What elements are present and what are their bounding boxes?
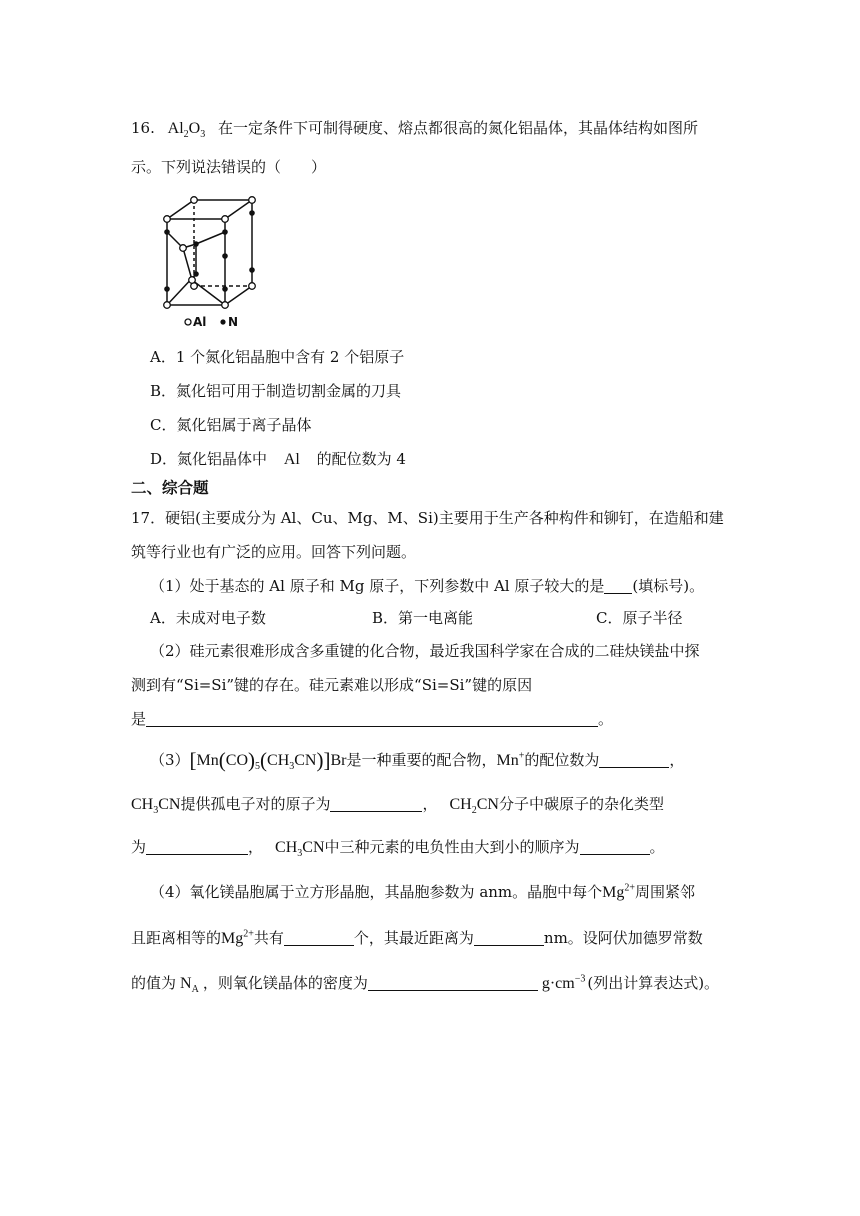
formula-na: $N_A$ bbox=[180, 975, 199, 996]
q17-part4-l2-c: 个，其最近距离为 bbox=[353, 929, 474, 947]
q17-part1-option-c: C．原子半径 bbox=[596, 609, 683, 627]
aln-crystal-figure bbox=[155, 192, 265, 332]
q17-part2-line2: 测到有“Si=Si”键的存在。硅元素难以形成“Si=Si”键的原因 bbox=[131, 676, 533, 694]
q17-part3-tail-end: ， bbox=[669, 751, 685, 769]
q16-option-d-head: D．氮化铝晶体中 bbox=[150, 450, 268, 468]
q17-part3-l2-a: 提供孤电子对的原子为 bbox=[180, 795, 331, 813]
q17-part3-l3-head: 为 bbox=[131, 838, 147, 856]
formula-ch3cn: $CH_3CN$ bbox=[275, 839, 325, 860]
q17-part4-line1 bbox=[150, 882, 695, 903]
q16-stem-line2: 示。下列说法错误的（ ） bbox=[131, 158, 327, 176]
q17-part3-l2-b: ， bbox=[422, 795, 438, 813]
q17-part3-line3 bbox=[131, 837, 665, 858]
q17-part4-l3-b: ，则氧化镁晶体的密度为 bbox=[202, 974, 368, 992]
section-title: 二、综合题 bbox=[131, 479, 209, 497]
formula-density-unit: $g\cdot cm^{-3}$ bbox=[541, 973, 586, 992]
answer-blank[interactable] bbox=[580, 838, 650, 855]
q17-part3-l3-b: ， bbox=[248, 838, 264, 856]
q17-part3-line2 bbox=[131, 794, 664, 815]
answer-blank[interactable] bbox=[599, 751, 669, 768]
q16-option-b: B．氮化铝可用于制造切割金属的刀具 bbox=[150, 382, 402, 400]
answer-blank[interactable] bbox=[330, 795, 422, 812]
q17-part1-tail: (填标号)。 bbox=[632, 577, 705, 595]
q16-option-d-tail: 的配位数为 4 bbox=[316, 450, 406, 468]
al-symbol: Al bbox=[283, 451, 300, 468]
q17-part3-l3-end: 。 bbox=[649, 838, 665, 856]
answer-blank[interactable] bbox=[604, 577, 632, 594]
answer-blank[interactable] bbox=[284, 929, 354, 946]
q17-part3-l3-c: 中三种元素的电负性由大到小的顺序为 bbox=[324, 838, 580, 856]
q17-part4-l1-b: 周围紧邻 bbox=[635, 883, 696, 901]
q17-part2-line1: （2）硅元素很难形成含多重键的化合物，最近我国科学家在合成的二硅炔镁盐中探 bbox=[150, 642, 700, 660]
q17-part4-l2-d: nm。设阿伏加德罗常数 bbox=[543, 929, 703, 947]
formula-mn-complex: $[Mn(CO)_5(CH_3CN)]Br$ bbox=[189, 748, 347, 773]
answer-blank[interactable] bbox=[368, 974, 538, 991]
q17-part1 bbox=[150, 576, 704, 596]
q17-part3-head: （3） bbox=[150, 751, 190, 769]
legend-n: N bbox=[228, 315, 239, 329]
q17-part1-text: （1）处于基态的 Al 原子和 Mg 原子，下列参数中 Al 原子较大的是 bbox=[150, 577, 605, 595]
q17-part3-line1 bbox=[150, 750, 684, 771]
q17-part4-l1-a: （4）氧化镁晶胞属于立方形晶胞，其晶胞参数为 anm。晶胞中每个 bbox=[150, 883, 603, 901]
q17-part2-line3 bbox=[131, 709, 613, 729]
q17-part4-line2 bbox=[131, 928, 703, 949]
formula-al2o3: $Al_2O_3$ bbox=[167, 120, 206, 141]
q16-stem: 在一定条件下可制得硬度、熔点都很高的氮化铝晶体，其晶体结构如图所 bbox=[217, 119, 698, 137]
answer-blank[interactable] bbox=[474, 929, 544, 946]
q17-part1-option-a: A．未成对电子数 bbox=[150, 609, 266, 627]
q17-part4-l3-a: 的值为 bbox=[131, 974, 177, 992]
formula-ch2cn: $CH_2CN$ bbox=[449, 796, 499, 817]
q17-part2-line3-head: 是 bbox=[131, 710, 147, 728]
legend-al: Al bbox=[193, 315, 207, 329]
formula-mn-ion: Mn+ bbox=[496, 750, 525, 769]
q17-part3-mid: 是一种重要的配合物， bbox=[346, 751, 497, 769]
q17-part2-line3-tail: 。 bbox=[598, 710, 614, 728]
formula-mg2plus: $Mg^{2+}$ bbox=[221, 928, 254, 947]
answer-blank[interactable] bbox=[146, 838, 248, 855]
q17-part4-line3 bbox=[131, 973, 719, 994]
answer-blank[interactable] bbox=[146, 710, 598, 727]
q17-part4-l2-b: 共有 bbox=[253, 929, 284, 947]
q17-part3-l2-c: 分子中碳原子的杂化类型 bbox=[498, 795, 664, 813]
q17-part4-l3-c: (列出计算表达式)。 bbox=[587, 974, 720, 992]
q17-line2: 筑等行业也有广泛的应用。回答下列问题。 bbox=[131, 543, 417, 561]
formula-ch3cn: $CH_3CN$ bbox=[131, 796, 181, 817]
q17-part1-option-b: B．第一电离能 bbox=[372, 609, 474, 627]
q16-number: 16. bbox=[131, 119, 155, 137]
q17-part3-tail: 的配位数为 bbox=[524, 751, 600, 769]
q16-option-c: C．氮化铝属于离子晶体 bbox=[150, 416, 312, 434]
q16-option-d bbox=[150, 449, 406, 470]
q17-part4-l2-a: 且距离相等的 bbox=[131, 929, 222, 947]
q16-option-a: A．1 个氮化铝晶胞中含有 2 个铝原子 bbox=[150, 348, 405, 366]
q17-line1: 17．硬铝(主要成分为 Al、Cu、Mg、M、Si)主要用于生产各种构件和铆钉，在造船和建 bbox=[131, 509, 724, 527]
formula-mg2plus: $Mg^{2+}$ bbox=[602, 882, 636, 901]
q16-line1 bbox=[131, 118, 698, 139]
